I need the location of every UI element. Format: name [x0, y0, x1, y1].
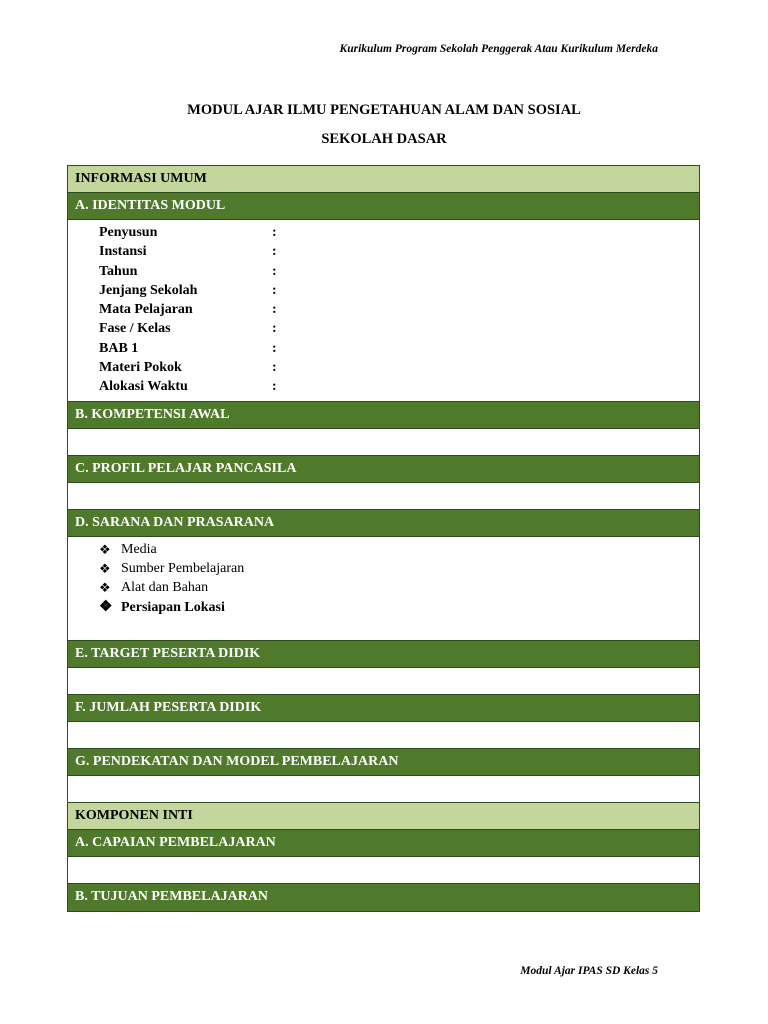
- field-penyusun: [99, 223, 699, 242]
- field-colon: :: [272, 321, 277, 337]
- field-colon: :: [272, 263, 277, 279]
- section-target-peserta-didik: E. TARGET PESERTA DIDIK: [68, 641, 699, 668]
- diamond-bullet-icon: ❖: [99, 598, 113, 615]
- identitas-fields: [68, 220, 699, 402]
- field-colon: :: [272, 340, 277, 356]
- field-colon: :: [272, 379, 277, 395]
- section-tujuan-pembelajaran: B. TUJUAN PEMBELAJARAN: [68, 884, 699, 911]
- field-instansi: [99, 242, 699, 261]
- section-capaian-pembelajaran: A. CAPAIAN PEMBELAJARAN: [68, 830, 699, 857]
- document-title: MODUL AJAR ILMU PENGETAHUAN ALAM DAN SOSIAL: [187, 102, 581, 118]
- field-label: Penyusun: [99, 225, 158, 240]
- field-label: Alokasi Waktu: [99, 379, 188, 395]
- diamond-bullet-icon: ❖: [99, 541, 111, 557]
- section-jumlah-peserta-didik: F. JUMLAH PESERTA DIDIK: [68, 695, 699, 722]
- field-colon: :: [272, 225, 277, 240]
- running-footer: Modul Ajar IPAS SD Kelas 5: [520, 965, 658, 977]
- field-alokasi-waktu: [99, 377, 699, 396]
- document-subtitle: SEKOLAH DASAR: [321, 131, 447, 147]
- field-fase-kelas: [99, 319, 699, 338]
- section-profil-pelajar-pancasila: C. PROFIL PELAJAR PANCASILA: [68, 456, 699, 483]
- field-label: Materi Pokok: [99, 360, 182, 376]
- field-label: Jenjang Sekolah: [99, 282, 198, 298]
- section-sarana-prasarana: D. SARANA DAN PRASARANA: [68, 510, 699, 537]
- list-item-label: Sumber Pembelajaran: [121, 561, 245, 577]
- section-kompetensi-awal: B. KOMPETENSI AWAL: [68, 402, 699, 429]
- capaian-content: [68, 857, 699, 884]
- pendekatan-content: [68, 776, 699, 803]
- section-komponen-inti: KOMPONEN INTI: [68, 803, 699, 830]
- list-item: [99, 540, 699, 559]
- list-item: [99, 598, 699, 617]
- field-label: Instansi: [99, 244, 147, 260]
- profil-pelajar-content: [68, 483, 699, 510]
- jumlah-peserta-content: [68, 722, 699, 749]
- field-label: Mata Pelajaran: [99, 302, 193, 318]
- section-identitas-modul: A. IDENTITAS MODUL: [68, 193, 699, 220]
- field-mata-pelajaran: [99, 300, 699, 319]
- list-item-label: Alat dan Bahan: [121, 580, 209, 596]
- diamond-bullet-icon: ❖: [99, 561, 111, 577]
- field-label: BAB 1: [99, 340, 139, 356]
- section-pendekatan-model: G. PENDEKATAN DAN MODEL PEMBELAJARAN: [68, 749, 699, 776]
- field-jenjang-sekolah: [99, 281, 699, 300]
- kompetensi-awal-content: [68, 429, 699, 456]
- diamond-bullet-icon: ❖: [99, 580, 111, 596]
- field-label: Tahun: [99, 263, 138, 279]
- sarana-list: [68, 537, 699, 641]
- target-peserta-content: [68, 668, 699, 695]
- field-tahun: [99, 262, 699, 281]
- field-colon: :: [272, 244, 277, 260]
- field-colon: :: [272, 360, 277, 376]
- list-item-label: Media: [121, 541, 157, 557]
- list-item: [99, 578, 699, 597]
- field-bab: [99, 339, 699, 358]
- module-table: [67, 165, 700, 912]
- list-item-label: Persiapan Lokasi: [121, 599, 225, 615]
- running-header: Kurikulum Program Sekolah Penggerak Atau Kurikulum Merdeka: [339, 43, 658, 55]
- list-item: [99, 559, 699, 578]
- field-colon: :: [272, 302, 277, 318]
- section-informasi-umum: INFORMASI UMUM: [68, 166, 699, 193]
- field-label: Fase / Kelas: [99, 321, 171, 337]
- field-colon: :: [272, 282, 277, 298]
- field-materi-pokok: [99, 358, 699, 377]
